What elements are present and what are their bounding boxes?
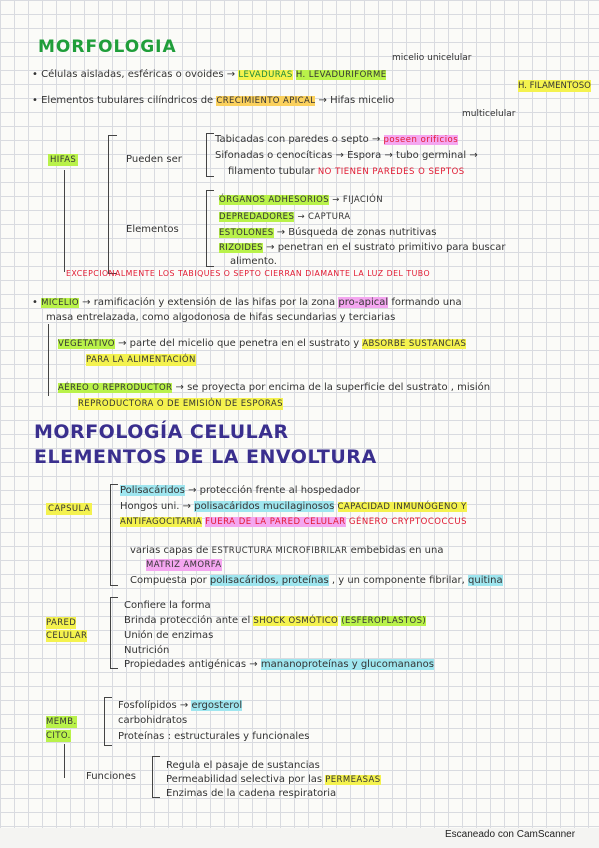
funciones-label: Funciones bbox=[86, 771, 136, 782]
memb-bracket bbox=[104, 697, 112, 746]
levaduriforme-highlight: H. LEVADURIFORME bbox=[295, 70, 387, 80]
cito-label: CITO. bbox=[46, 731, 71, 741]
memb-line-1: Fosfolípidos → ergosterol bbox=[118, 700, 243, 711]
crecimiento-apical-highlight: CRECIMIENTO APICAL bbox=[216, 96, 316, 106]
micelio-connector bbox=[48, 324, 49, 396]
rizoides-line-2: alimento. bbox=[230, 256, 277, 267]
pared-line-3: Unión de enzimas bbox=[124, 630, 214, 641]
hifas-label: HIFAS bbox=[50, 155, 77, 165]
organos-line: ÓRGANOS ADHESORIOS → FIJACIÓN bbox=[219, 195, 383, 205]
pared-bracket bbox=[110, 597, 118, 669]
elementos-label: Elementos bbox=[126, 224, 179, 235]
funciones-line-3: Enzimas de la cadena respiratoria bbox=[166, 788, 337, 799]
capsula-bracket bbox=[110, 484, 118, 586]
hifas-connector bbox=[64, 170, 65, 272]
pared-line-1: Confiere la forma bbox=[124, 600, 211, 611]
funciones-line-1: Regula el pasaje de sustancias bbox=[166, 760, 320, 771]
heading-elementos-envoltura: ELEMENTOS DE LA ENVOLTURA bbox=[34, 446, 377, 468]
matriz-amorfa-highlight: MATRIZ AMORFA bbox=[146, 560, 222, 570]
capsula-line-2: Hongos uni. → polisacáridos mucilaginosos CAPACIDAD INMUNÓGENO Y bbox=[120, 501, 467, 512]
capsula-line-1: Polisacáridos → protección frente al hospedador bbox=[120, 485, 360, 496]
memb-connector bbox=[64, 744, 65, 778]
excepcionalmente-note: EXCEPCIONALMENTE LOS TABIQUES O SEPTO CIERRAN DIAMANTE LA LUZ DEL TUBO bbox=[66, 269, 431, 278]
page-title: MORFOLOGIA bbox=[38, 37, 177, 57]
pared-line-2: Brinda protección ante el SHOCK OSMÓTICO (ESFEROPLASTOS) bbox=[124, 615, 427, 626]
memb-line-3: Proteínas : estructurales y funcionales bbox=[118, 731, 310, 742]
hifas-bracket bbox=[108, 135, 117, 274]
pueden-ser-bracket bbox=[206, 133, 214, 177]
line-cells: • Células aisladas, esféricas o ovoides → LEVADURAS H. LEVADURIFORME bbox=[32, 69, 387, 80]
capsula-line-3: ANTIFAGOCITARIA FUERA DE LA PARED CELULAR GÉNERO CRYPTOCOCCUS bbox=[120, 517, 467, 527]
tabicadas-line: Tabicadas con paredes o septo → poseen orificios bbox=[215, 134, 459, 145]
filamento-line: filamento tubular NO TIENEN PAREDES O SEPTOS bbox=[228, 166, 465, 177]
note-multicelular: multicelular bbox=[462, 109, 516, 119]
line-tubular: • Elementos tubulares cilíndricos de CRECIMIENTO APICAL → Hifas micelio bbox=[32, 95, 395, 106]
rizoides-line: RIZOIDES → penetran en el sustrato primitivo para buscar bbox=[219, 242, 506, 253]
filamentoso-highlight: H. FILAMENTOSO bbox=[518, 81, 591, 91]
pared-label: PARED bbox=[46, 618, 77, 628]
capsula-label: CAPSULA bbox=[48, 504, 91, 514]
capsula-line-6: Compuesta por polisacáridos, proteínas , y un componente fibrilar, quitina bbox=[130, 575, 503, 586]
funciones-bracket bbox=[152, 756, 160, 798]
elementos-bracket bbox=[206, 190, 214, 267]
depredadores-line: DEPREDADORES → CAPTURA bbox=[219, 212, 351, 222]
heading-morfologia-celular: MORFOLOGÍA CELULAR bbox=[34, 421, 289, 443]
alimentacion-highlight: PARA LA ALIMENTACIÓN bbox=[86, 355, 196, 365]
levaduras-highlight: LEVADURAS bbox=[238, 70, 293, 80]
camscanner-footer: Escaneado con CamScanner bbox=[445, 829, 576, 840]
capsula-line-4: varias capas de ESTRUCTURA MICROFIBRILAR embebidas en una bbox=[130, 545, 444, 556]
pared-line-5: Propiedades antigénicas → mananoproteínas y glucomananos bbox=[124, 659, 434, 670]
memb-label: MEMB. bbox=[46, 717, 77, 727]
pared-line-4: Nutrición bbox=[124, 645, 170, 656]
sifonadas-line: Sifonadas o cenocíticas → Espora → tubo germinal → bbox=[215, 150, 478, 161]
aereo-line: AÉREO O REPRODUCTOR → se proyecta por encima de la superficie del sustrato , misión bbox=[58, 382, 491, 393]
micelio-line-1: • MICELIO → ramificación y extensión de las hifas por la zona pro-apical formando una bbox=[32, 297, 462, 308]
vegetativo-line: VEGETATIVO → parte del micelio que penetra en el sustrato y ABSORBE SUSTANCIAS bbox=[58, 338, 467, 349]
reproductora-highlight: REPRODUCTORA O DE EMISIÓN DE ESPORAS bbox=[78, 399, 283, 409]
celular-label: CELULAR bbox=[46, 631, 88, 641]
funciones-line-2: Permeabilidad selectiva por las PERMEASAS bbox=[166, 774, 381, 785]
micelio-line-2: masa entrelazada, como algodonosa de hifas secundarias y terciarias bbox=[46, 312, 396, 323]
estolones-line: ESTOLONES → Búsqueda de zonas nutritivas bbox=[219, 227, 437, 238]
memb-line-2: carbohidratos bbox=[118, 715, 188, 726]
note-micelio-unicelular: micelio unicelular bbox=[392, 53, 472, 63]
pueden-ser-label: Pueden ser bbox=[126, 154, 182, 165]
